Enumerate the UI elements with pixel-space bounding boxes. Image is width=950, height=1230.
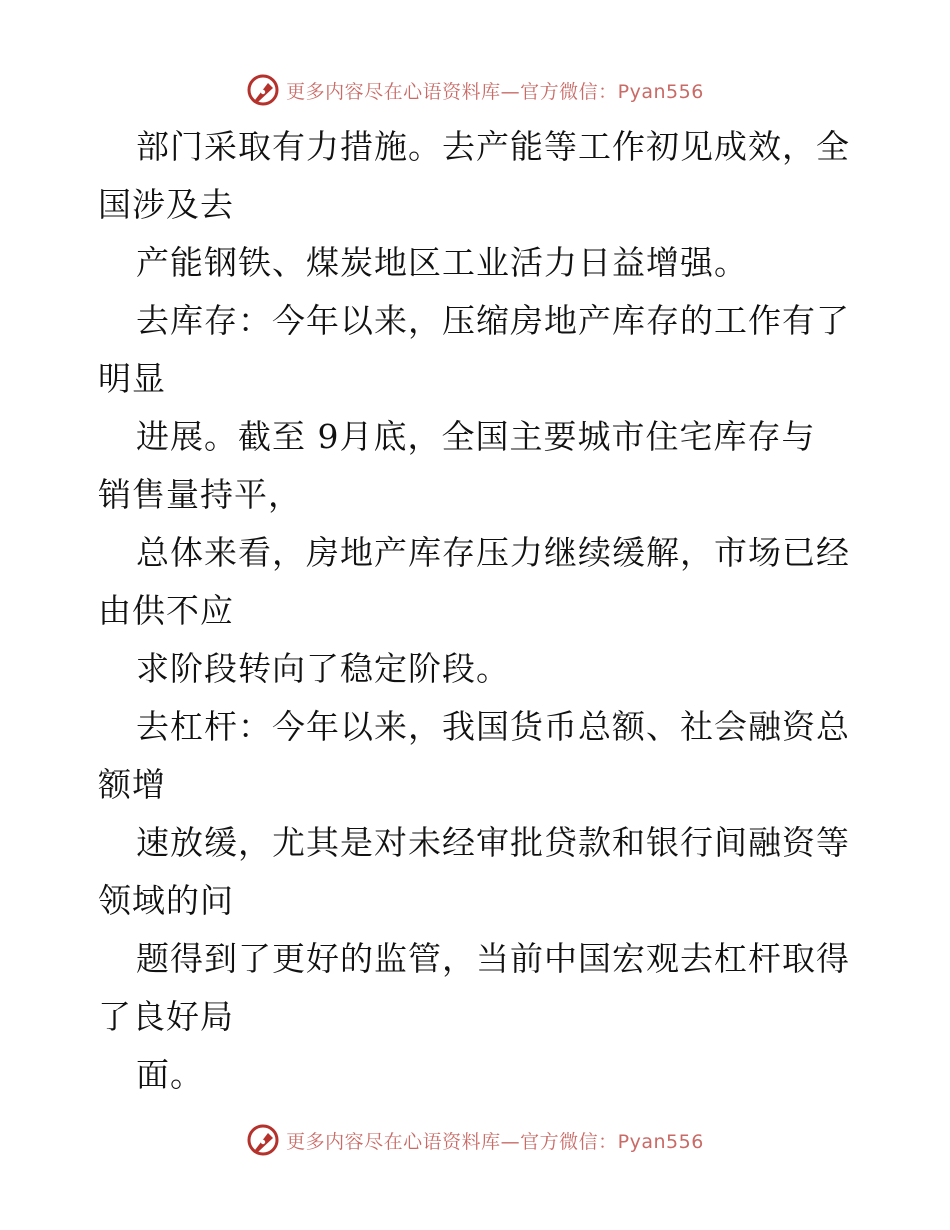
paragraph-line: 产能钢铁、煤炭地区工业活力日益增强。: [136, 243, 748, 282]
footer-banner: [0, 1120, 950, 1160]
paragraph-line: 进展。截至 9月底，全国主要城市住宅库存与: [136, 417, 816, 456]
paragraph-line: 销售量持平，: [98, 475, 302, 514]
paragraph-line: 总体来看，房地产库存压力继续缓解，市场已经: [136, 533, 850, 572]
header-banner: [0, 70, 950, 110]
paragraph-line: 额增: [98, 765, 166, 804]
pen-nib-logo-icon: [246, 73, 280, 107]
pen-nib-logo-icon: [246, 1123, 280, 1157]
paragraph-line: 部门采取有力措施。去产能等工作初见成效，全: [136, 127, 850, 166]
document-body: [98, 118, 858, 1104]
paragraph-line: 题得到了更好的监管，当前中国宏观去杠杆取得: [136, 939, 850, 978]
paragraph-line: 明显: [98, 359, 166, 398]
paragraph-line: 国涉及去: [98, 185, 234, 224]
paragraph-line: 面。: [136, 1055, 204, 1094]
paragraph-line: 了良好局: [98, 997, 234, 1036]
paragraph-line: 由供不应: [98, 591, 234, 630]
paragraph-line: 领域的问: [98, 881, 234, 920]
footer-banner-text: 更多内容尽在心语资料库—官方微信：Pyan556: [286, 1130, 704, 1153]
paragraph-line: 求阶段转向了稳定阶段。: [136, 649, 510, 688]
header-banner-text: 更多内容尽在心语资料库—官方微信：Pyan556: [286, 80, 704, 103]
paragraph-line: 速放缓，尤其是对未经审批贷款和银行间融资等: [136, 823, 850, 862]
paragraph-line: 去杠杆：今年以来，我国货币总额、社会融资总: [136, 707, 850, 746]
paragraph-line: 去库存：今年以来，压缩房地产库存的工作有了: [136, 301, 850, 340]
